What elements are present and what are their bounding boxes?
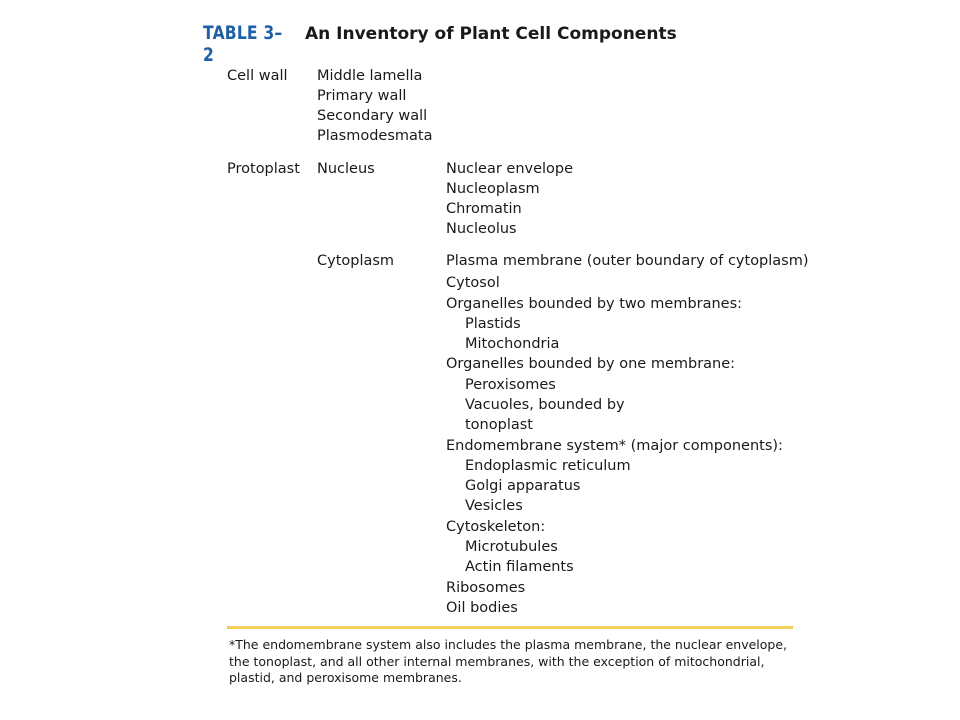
cytoplasm-subitem: Actin filaments <box>465 559 574 575</box>
cytoplasm-item: Cytoskeleton: <box>446 519 546 535</box>
cytoplasm-item: Cytosol <box>446 275 500 291</box>
cytoplasm-subitem: Vesicles <box>465 498 523 514</box>
cell-wall-item: Primary wall <box>317 88 407 104</box>
cytoplasm-item: Ribosomes <box>446 580 526 596</box>
cytoplasm-item: Endomembrane system* (major components): <box>446 438 783 454</box>
cytoplasm-subitem: tonoplast <box>465 417 533 433</box>
nucleus-item: Nuclear envelope <box>446 161 574 177</box>
cytoplasm-subitem: Golgi apparatus <box>465 478 581 494</box>
cytoplasm-item: Plasma membrane (outer boundary of cytoplasm) <box>446 253 809 269</box>
protoplast-heading: Protoplast <box>227 161 300 177</box>
footnote <box>229 637 799 687</box>
cytoplasm-heading: Cytoplasm <box>317 253 395 269</box>
nucleus-item: Nucleoplasm <box>446 181 540 197</box>
table-title: An Inventory of Plant Cell Components <box>305 24 677 44</box>
footnote-line: plastid, and peroxisome membranes. <box>229 670 462 685</box>
cytoplasm-subitem: Plastids <box>465 316 521 332</box>
table-label: TABLE 3–2 <box>203 22 283 66</box>
cytoplasm-item: Oil bodies <box>446 600 518 616</box>
cytoplasm-item: Organelles bounded by two membranes: <box>446 296 743 312</box>
footnote-divider <box>227 626 793 629</box>
cytoplasm-subitem: Peroxisomes <box>465 377 556 393</box>
nucleus-item: Nucleolus <box>446 221 517 237</box>
footnote-line: *The endomembrane system also includes the plasma membrane, the nuclear envelope, <box>229 637 788 652</box>
cytoplasm-subitem: Microtubules <box>465 539 558 555</box>
footnote-line: the tonoplast, and all other internal membranes, with the exception of mitochondrial, <box>229 653 765 669</box>
cell-wall-item: Secondary wall <box>317 108 428 124</box>
cytoplasm-subitem: Mitochondria <box>465 336 560 352</box>
nucleus-item: Chromatin <box>446 201 522 217</box>
cytoplasm-item: Organelles bounded by one membrane: <box>446 356 736 372</box>
cell-wall-item: Middle lamella <box>317 68 423 84</box>
cytoplasm-subitem: Vacuoles, bounded by <box>465 397 625 413</box>
cell-wall-heading: Cell wall <box>227 68 288 84</box>
table-title-row <box>203 22 677 66</box>
cytoplasm-subitem: Endoplasmic reticulum <box>465 458 631 474</box>
nucleus-heading: Nucleus <box>317 161 375 177</box>
cell-wall-item: Plasmodesmata <box>317 128 433 144</box>
